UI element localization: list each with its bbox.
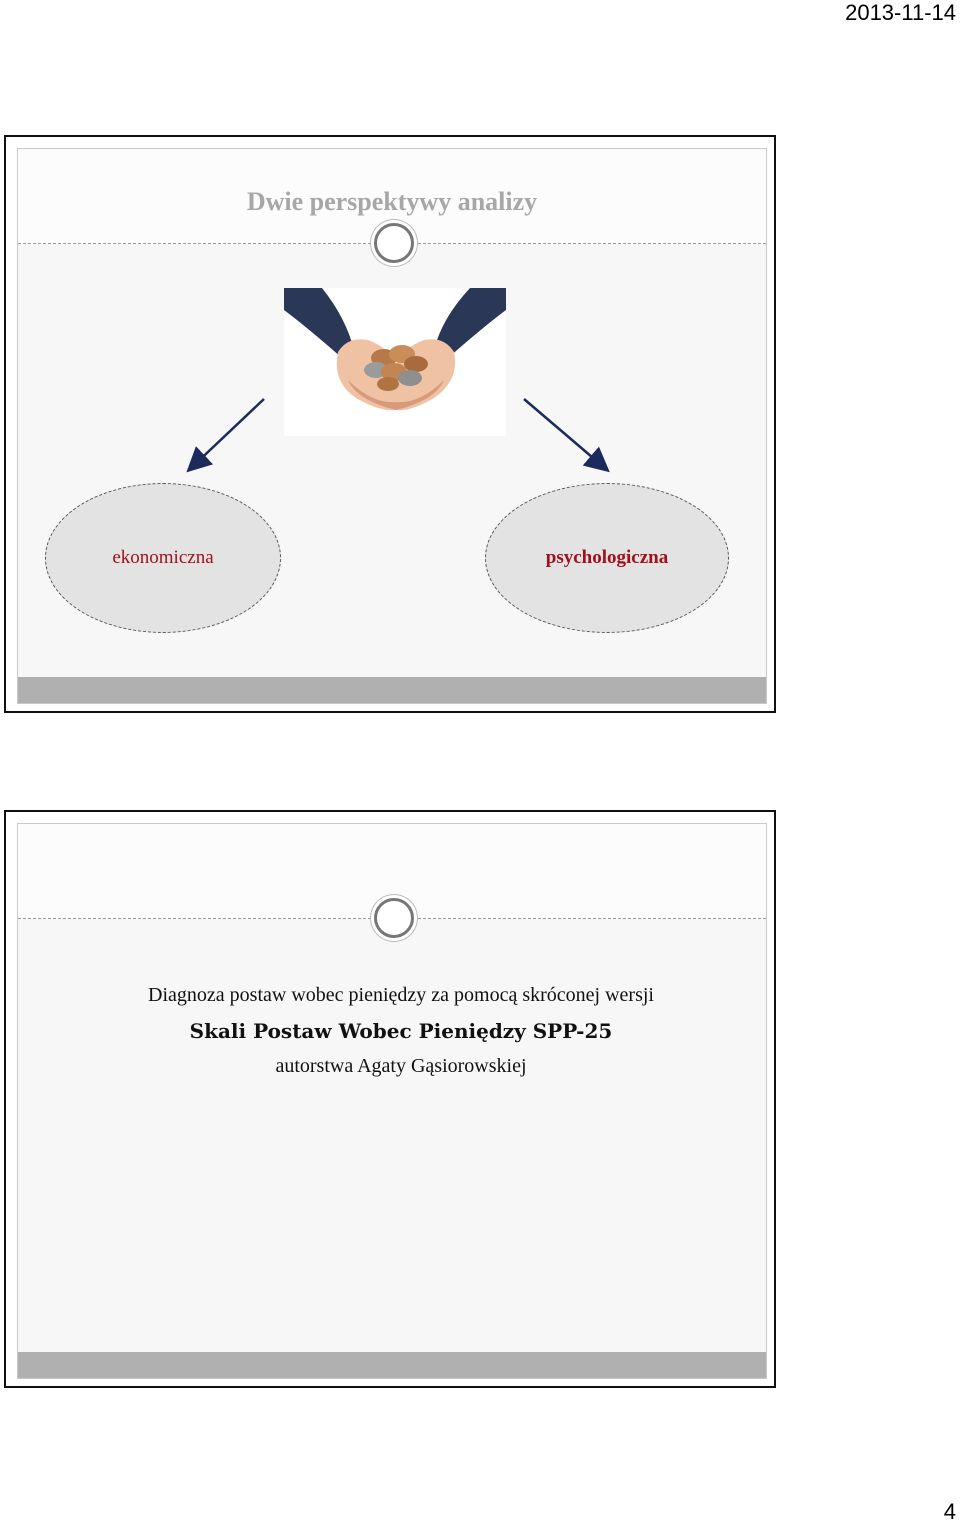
slide-2-line-1: Diagnoza postaw wobec pieniędzy za pomocą skróconej wersji xyxy=(148,984,654,1006)
page-number: 4 xyxy=(943,1499,956,1524)
slide-1 xyxy=(4,135,776,713)
ekonomiczna-oval xyxy=(45,483,281,633)
page-date: 2013-11-14 xyxy=(845,0,956,25)
slide-title: Dwie perspektywy analizy xyxy=(246,187,538,216)
psychologiczna-oval xyxy=(485,483,729,633)
slide-2 xyxy=(4,810,776,1388)
right-arrow xyxy=(524,399,606,469)
slide-1-footer-bar xyxy=(18,677,766,703)
ekonomiczna-label: ekonomiczna xyxy=(112,547,214,568)
psychologiczna-label: psychologiczna xyxy=(545,547,669,568)
slide-2-content xyxy=(17,823,767,1379)
slide-2-line-3: autorstwa Agaty Gąsiorowskiej xyxy=(275,1055,527,1077)
ring-ornament-icon xyxy=(374,898,414,938)
slide-2-footer-bar xyxy=(18,1352,766,1378)
left-arrow xyxy=(190,399,264,469)
slide-2-text xyxy=(6,984,796,1078)
arrows-diagram xyxy=(18,149,768,489)
slide-2-line-2: Skali Postaw Wobec Pieniędzy SPP-25 xyxy=(189,1019,613,1043)
slide-1-content xyxy=(17,148,767,704)
